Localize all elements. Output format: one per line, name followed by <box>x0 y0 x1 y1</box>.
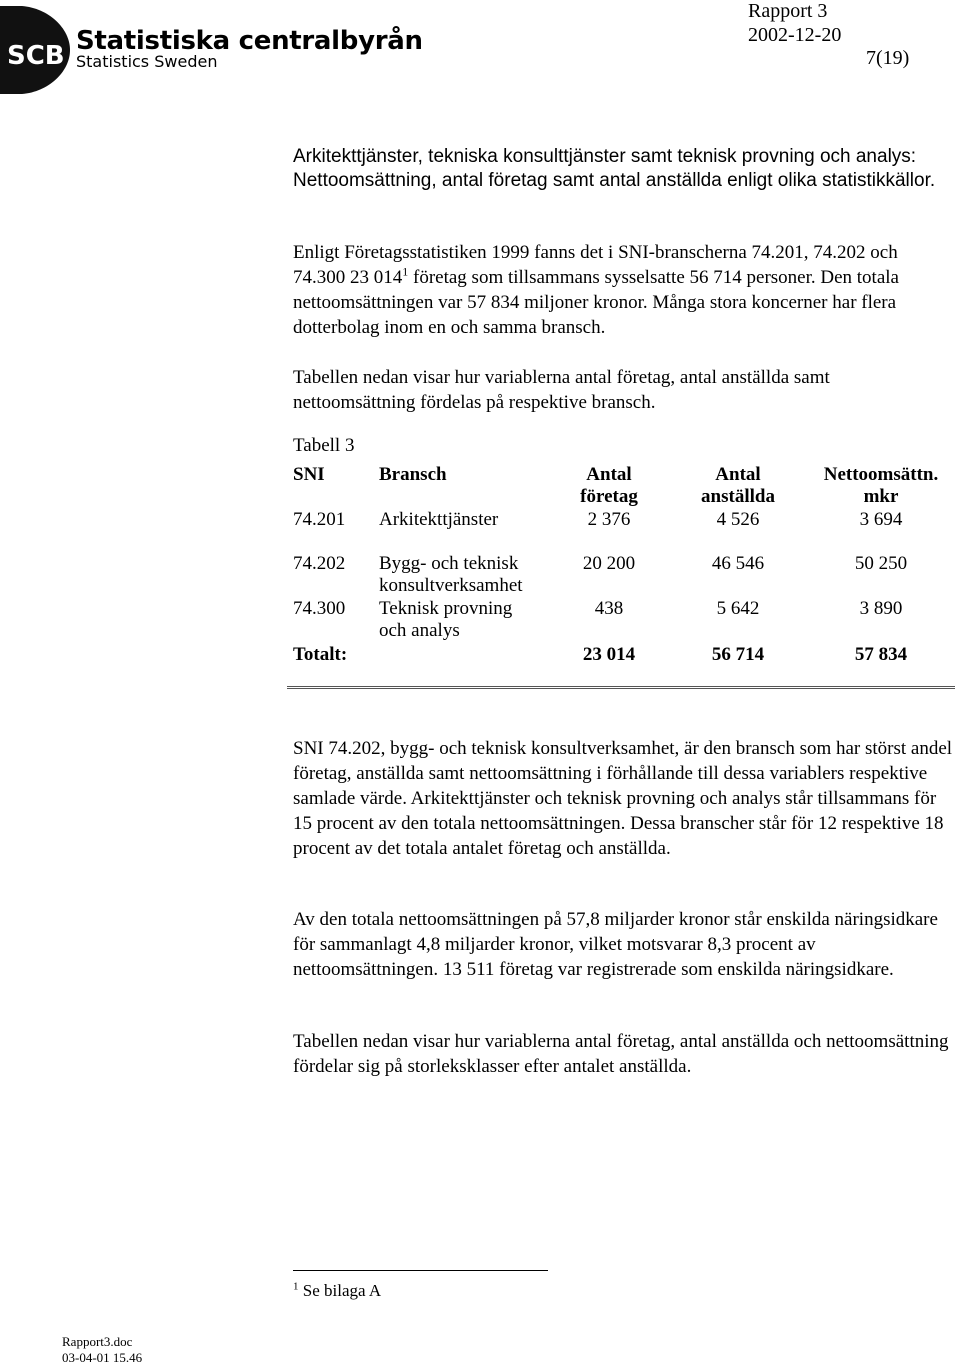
row-2-anstallda: 46 546 <box>711 553 765 574</box>
paragraph-2: Tabellen nedan visar hur variablerna antal företag, antal anställda samt nettoomsättning fördelas på respektive bransch. <box>293 367 830 413</box>
footnote-text: Se bilaga A <box>298 1281 382 1300</box>
paragraph-1-part-b: företag som tillsammans sysselsatte 56 714 personer. Den totala nettoomsättningen var 57 834 miljoner kronor. Många stora koncerner har flera dotterbolag inom en och samma bransch. <box>293 267 899 338</box>
row-3-bransch-2: och analys <box>379 620 460 641</box>
paragraph-3: SNI 74.202, bygg- och teknisk konsultverksamhet, är den bransch som har störst andel företag, anställda samt nettoomsättning i förhållande till dessa variablers respektive samlade värde. Arkitekttjänster och teknisk provning och analys står tillsammans för 15 procent av den totala nettoomsättningen. Dessa branscher står för 12 respektive 18 procent av det totala antalet företag och anställda. <box>293 738 953 859</box>
header-anstallda-2: anställda <box>701 486 775 507</box>
footnote-separator <box>293 1270 548 1271</box>
total-label: Totalt: <box>293 644 348 665</box>
header-foretag-2: företag <box>580 486 638 507</box>
logo-name: Statistiska centralbyrån <box>76 26 423 56</box>
row-3-anstallda: 5 642 <box>716 598 760 619</box>
paragraph-4: Av den totala nettoomsättningen på 57,8 miljarder kronor står enskilda näringsidkare för sammanlagt 4,8 miljarder kronor, vilket motsvarar 8,3 procent av nettoomsättningen. 13 511 företag var registrerade som enskilda näringsidkare. <box>293 909 938 980</box>
footnote-ref[interactable]: 1 <box>402 264 409 279</box>
header-netto-1: Nettoomsättn. <box>823 464 939 485</box>
row-1-foretag: 2 376 <box>587 509 631 530</box>
row-2-netto: 50 250 <box>854 553 908 574</box>
report-date: 2002-12-20 <box>748 24 842 46</box>
row-3-bransch-1: Teknisk provning <box>379 598 513 619</box>
row-2-bransch-1: Bygg- och teknisk <box>379 553 519 574</box>
scb-logo <box>0 0 423 100</box>
row-2-bransch-2: konsultverksamhet <box>379 575 523 596</box>
row-1-sni: 74.201 <box>293 509 346 530</box>
row-1-anstallda: 4 526 <box>716 509 760 530</box>
row-1-bransch: Arkitekttjänster <box>379 509 499 530</box>
paragraph-1 <box>293 240 953 340</box>
total-netto: 57 834 <box>854 644 908 665</box>
scb-logo-mark <box>0 6 70 94</box>
data-table <box>293 460 957 700</box>
row-2-foretag: 20 200 <box>582 553 636 574</box>
header-netto-2: mkr <box>863 486 899 507</box>
paragraph-5: Tabellen nedan visar hur variablerna antal företag, antal anställda och nettoomsättning fördelar sig på storleksklasser efter antalet anställda. <box>293 1031 949 1077</box>
row-3-sni: 74.300 <box>293 598 346 619</box>
table-bottom-rule <box>287 686 955 689</box>
page-number: 7(19) <box>866 47 910 69</box>
header-anstallda-1: Antal <box>715 464 761 485</box>
row-1-netto: 3 694 <box>859 509 903 530</box>
table-label: Tabell 3 <box>293 435 355 456</box>
report-name: Rapport 3 <box>748 0 828 22</box>
total-anstallda: 56 714 <box>711 644 765 665</box>
logo-subtitle: Statistics Sweden <box>76 52 218 71</box>
footnote <box>293 1280 381 1302</box>
footnote-number: 1 <box>293 1280 299 1293</box>
logo-letters: SCB <box>7 41 65 71</box>
row-3-foretag: 438 <box>594 598 624 619</box>
section-heading: Arkitekttjänster, tekniska konsulttjänster samt teknisk provning och analys: Nettoomsättning, antal företag samt antal anställda enligt olika statistikkällor. <box>293 146 936 191</box>
row-3-netto: 3 890 <box>859 598 903 619</box>
header-bransch: Bransch <box>379 464 447 485</box>
stamp-timestamp: 03-04-01 15.46 <box>62 1350 143 1365</box>
total-foretag: 23 014 <box>582 644 636 665</box>
header-foretag-1: Antal <box>586 464 632 485</box>
paragraph-1-part-a: Enligt Företagsstatistiken 1999 fanns det i SNI-branscherna 74.201, 74.202 och 74.300 23 014 <box>293 242 898 288</box>
stamp-filename: Rapport3.doc <box>62 1334 133 1349</box>
row-2-sni: 74.202 <box>293 553 346 574</box>
header-sni: SNI <box>293 464 325 485</box>
